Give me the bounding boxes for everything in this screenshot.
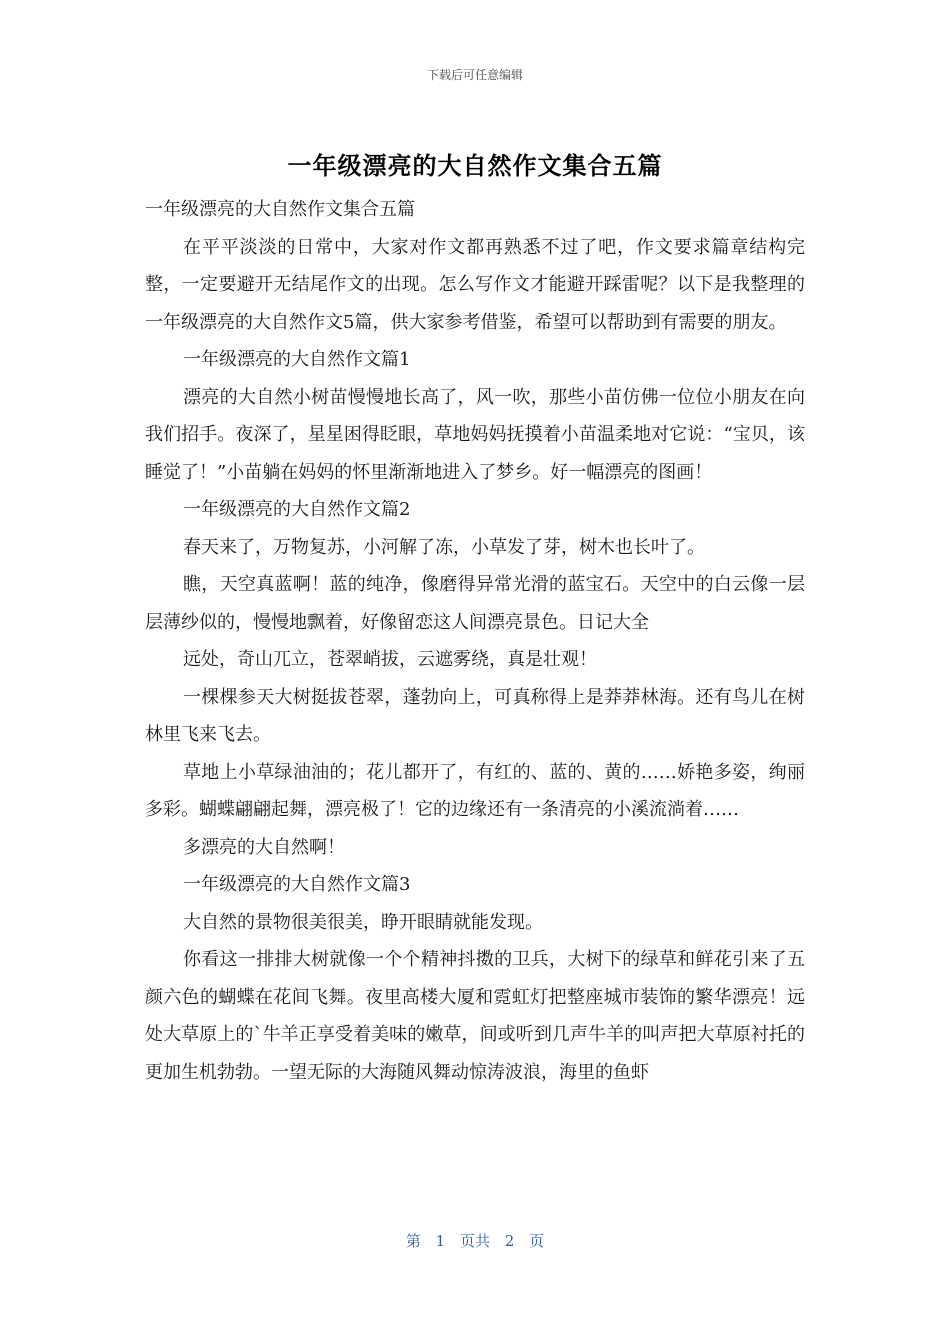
paragraph: 大自然的景物很美很美，睁开眼睛就能发现。	[183, 911, 543, 933]
paragraph: 多漂亮的大自然啊！	[183, 836, 345, 858]
paragraph-intro: 在平平淡淡的日常中，大家对作文都再熟悉不过了吧，作文要求篇章结构完整，一定要避开无结尾作文的出现。怎么写作文才能避开踩雷呢？以下是我整理的一年级漂亮的大自然作文5篇，供大家参考借鉴，希望可以帮助到有需要的朋友。	[145, 236, 805, 333]
paragraph: 漂亮的大自然小树苗慢慢地长高了，风一吹，那些小苗仿佛一位位小朋友在向我们招手。夜深了，星星困得眨眼，草地妈妈抚摸着小苗温柔地对它说：“宝贝，该睡觉了！”小苗躺在妈妈的怀里渐渐地进入了梦乡。好一幅漂亮的图画！	[145, 386, 805, 483]
section-heading-2: 一年级漂亮的大自然作文篇2	[183, 499, 411, 520]
paragraph-subtitle: 一年级漂亮的大自然作文集合五篇	[145, 199, 415, 220]
paragraph: 瞧，天空真蓝啊！蓝的纯净，像磨得异常光滑的蓝宝石。天空中的白云像一层层薄纱似的，慢慢地飘着，好像留恋这人间漂亮景色。日记大全	[145, 574, 805, 633]
section-heading-1: 一年级漂亮的大自然作文篇1	[183, 349, 411, 370]
header-note: 下载后可任意编辑	[426, 68, 523, 82]
section-heading-3: 一年级漂亮的大自然作文篇3	[183, 874, 411, 895]
paragraph: 春天来了，万物复苏，小河解了冻，小草发了芽，树木也长叶了。	[183, 536, 705, 558]
paragraph: 一棵棵参天大树挺拔苍翠，蓬勃向上，可真称得上是莽莽林海。还有鸟儿在树林里飞来飞去。	[145, 686, 805, 745]
paragraph: 远处，奇山兀立，苍翠峭拔，云遮雾绕，真是壮观！	[183, 649, 597, 670]
document-body	[145, 191, 805, 1091]
paragraph: 你看这一排排大树就像一个个精神抖擞的卫兵，大树下的绿草和鲜花引来了五颜六色的蝴蝶在花间飞舞。夜里高楼大厦和霓虹灯把整座城市装饰的繁华漂亮！远处大草原上的`牛羊正享受着美味的嫩草，间或听到几声牛羊的叫声把大草原衬托的更加生机勃勃。一望无际的大海随风舞动惊涛波浪，海里的鱼虾	[145, 949, 805, 1083]
paragraph: 草地上小草绿油油的；花儿都开了，有红的、蓝的、黄的……娇艳多姿，绚丽多彩。蝴蝶翩翩起舞，漂亮极了！它的边缘还有一条清亮的小溪流淌着……	[145, 761, 805, 820]
page-number-footer: 第 1 页共 2 页	[405, 1232, 545, 1250]
document-title: 一年级漂亮的大自然作文集合五篇	[287, 152, 663, 180]
